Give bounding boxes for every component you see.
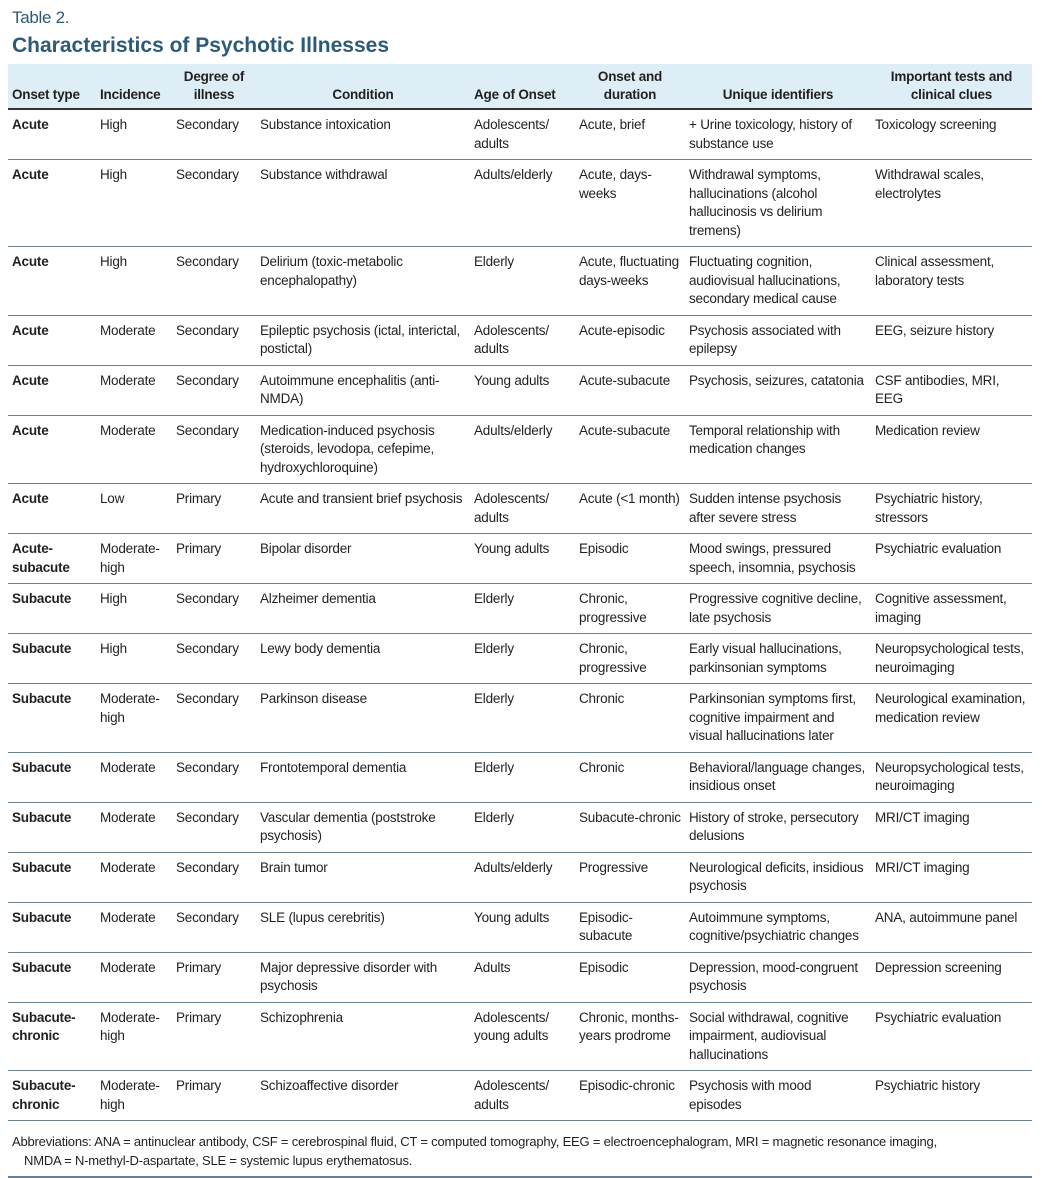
cell-incidence: Moderate [96,365,172,415]
table-row [8,952,1032,1002]
cell-onset-type: Subacute [8,952,96,1002]
cell-important-tests: Toxicology screening [871,109,1032,160]
cell-degree-of-illness: Secondary [172,584,256,634]
cell-condition: SLE (lupus cerebritis) [256,902,470,952]
header-degree-of-illness: Degree of illness [172,64,256,109]
cell-onset-and-duration: Progressive [575,852,685,902]
header-age-of-onset: Age of Onset [470,64,575,109]
cell-unique-identifiers: Early visual hallucinations, parkinsonian symptoms [685,634,871,684]
cell-condition: Schizophrenia [256,1002,470,1071]
cell-unique-identifiers: Mood swings, pressured speech, insomnia, psychosis [685,534,871,584]
table-row [8,415,1032,484]
cell-important-tests: ANA, autoimmune panel [871,902,1032,952]
table-row [8,684,1032,753]
cell-age-of-onset: Elderly [470,634,575,684]
cell-condition: Acute and transient brief psychosis [256,484,470,534]
cell-age-of-onset: Adolescents/ adults [470,484,575,534]
cell-condition: Alzheimer dementia [256,584,470,634]
cell-age-of-onset: Young adults [470,534,575,584]
cell-important-tests: Psychiatric evaluation [871,1002,1032,1071]
cell-onset-and-duration: Episodic-subacute [575,902,685,952]
cell-onset-type: Subacute [8,684,96,753]
cell-degree-of-illness: Primary [172,1002,256,1071]
cell-onset-type: Acute-subacute [8,534,96,584]
cell-onset-and-duration: Acute, days-weeks [575,160,685,247]
cell-unique-identifiers: Withdrawal symptoms, hallucinations (alcohol hallucinosis vs delirium tremens) [685,160,871,247]
table-row [8,109,1032,160]
cell-condition: Vascular dementia (poststroke psychosis) [256,802,470,852]
cell-onset-type: Acute [8,315,96,365]
header-important-tests: Important tests and clinical clues [871,64,1032,109]
cell-age-of-onset: Elderly [470,584,575,634]
cell-incidence: Moderate [96,952,172,1002]
cell-important-tests: Medication review [871,415,1032,484]
cell-incidence: Moderate-high [96,1071,172,1121]
table-title: Characteristics of Psychotic Illnesses [12,34,390,57]
cell-onset-and-duration: Acute (<1 month) [575,484,685,534]
cell-degree-of-illness: Primary [172,952,256,1002]
cell-incidence: Moderate [96,902,172,952]
cell-degree-of-illness: Secondary [172,109,256,160]
cell-condition: Substance withdrawal [256,160,470,247]
cell-important-tests: Clinical assessment, laboratory tests [871,247,1032,316]
cell-onset-and-duration: Acute-subacute [575,415,685,484]
table-label: Table 2. [12,8,70,27]
cell-incidence: Moderate-high [96,1002,172,1071]
cell-condition: Bipolar disorder [256,534,470,584]
footnote [8,1121,1032,1178]
table-row [8,160,1032,247]
cell-important-tests: MRI/CT imaging [871,852,1032,902]
cell-unique-identifiers: Social withdrawal, cognitive impairment, audiovisual hallucinations [685,1002,871,1071]
cell-onset-and-duration: Episodic-chronic [575,1071,685,1121]
cell-degree-of-illness: Secondary [172,634,256,684]
table-row [8,534,1032,584]
cell-age-of-onset: Young adults [470,365,575,415]
cell-onset-and-duration: Subacute-chronic [575,802,685,852]
cell-degree-of-illness: Secondary [172,852,256,902]
cell-important-tests: Depression screening [871,952,1032,1002]
table-row [8,752,1032,802]
cell-onset-and-duration: Chronic, progressive [575,634,685,684]
cell-unique-identifiers: Psychosis with mood episodes [685,1071,871,1121]
cell-important-tests: CSF antibodies, MRI, EEG [871,365,1032,415]
cell-onset-type: Subacute-chronic [8,1002,96,1071]
cell-important-tests: Psychiatric evaluation [871,534,1032,584]
cell-onset-and-duration: Acute, fluctuating days-weeks [575,247,685,316]
cell-degree-of-illness: Secondary [172,315,256,365]
cell-incidence: Moderate-high [96,684,172,753]
cell-incidence: High [96,109,172,160]
cell-condition: Autoimmune encephalitis (anti-NMDA) [256,365,470,415]
header-incidence: Incidence [96,64,172,109]
cell-unique-identifiers: Temporal relationship with medication changes [685,415,871,484]
cell-onset-and-duration: Chronic [575,684,685,753]
cell-unique-identifiers: Autoimmune symptoms, cognitive/psychiatric changes [685,902,871,952]
cell-unique-identifiers: Progressive cognitive decline, late psychosis [685,584,871,634]
cell-incidence: High [96,634,172,684]
psychotic-illnesses-table [8,64,1032,1121]
cell-degree-of-illness: Primary [172,484,256,534]
cell-onset-and-duration: Chronic, months-years prodrome [575,1002,685,1071]
cell-unique-identifiers: History of stroke, persecutory delusions [685,802,871,852]
cell-condition: Brain tumor [256,852,470,902]
cell-degree-of-illness: Secondary [172,160,256,247]
table-row [8,315,1032,365]
footnote-line-1: Abbreviations: ANA = antinuclear antibody, CSF = cerebrospinal fluid, CT = computed tomography, EEG = electroencephalogram, MRI = magnetic resonance imaging, [12,1134,937,1149]
cell-degree-of-illness: Primary [172,534,256,584]
table-row [8,802,1032,852]
cell-onset-and-duration: Episodic [575,534,685,584]
cell-unique-identifiers: + Urine toxicology, history of substance use [685,109,871,160]
cell-unique-identifiers: Depression, mood-congruent psychosis [685,952,871,1002]
cell-important-tests: Psychiatric history [871,1071,1032,1121]
cell-important-tests: Psychiatric history, stressors [871,484,1032,534]
table-header [8,64,1032,109]
cell-age-of-onset: Elderly [470,247,575,316]
cell-unique-identifiers: Sudden intense psychosis after severe stress [685,484,871,534]
cell-degree-of-illness: Secondary [172,415,256,484]
cell-important-tests: EEG, seizure history [871,315,1032,365]
cell-important-tests: Neuropsychological tests, neuroimaging [871,752,1032,802]
cell-age-of-onset: Adults/elderly [470,852,575,902]
cell-unique-identifiers: Psychosis associated with epilepsy [685,315,871,365]
cell-degree-of-illness: Secondary [172,247,256,316]
cell-age-of-onset: Adolescents/ young adults [470,1002,575,1071]
cell-incidence: Moderate [96,802,172,852]
cell-onset-and-duration: Acute, brief [575,109,685,160]
cell-degree-of-illness: Secondary [172,684,256,753]
cell-age-of-onset: Elderly [470,802,575,852]
cell-age-of-onset: Adolescents/ adults [470,1071,575,1121]
cell-important-tests: Neurological examination, medication review [871,684,1032,753]
cell-unique-identifiers: Behavioral/language changes, insidious onset [685,752,871,802]
cell-onset-and-duration: Acute-subacute [575,365,685,415]
cell-age-of-onset: Adolescents/ adults [470,315,575,365]
cell-condition: Frontotemporal dementia [256,752,470,802]
cell-onset-and-duration: Acute-episodic [575,315,685,365]
header-unique-identifiers: Unique identifiers [685,64,871,109]
cell-age-of-onset: Adolescents/ adults [470,109,575,160]
cell-onset-type: Acute [8,365,96,415]
cell-onset-type: Subacute [8,584,96,634]
cell-incidence: Low [96,484,172,534]
cell-degree-of-illness: Secondary [172,365,256,415]
cell-age-of-onset: Adults [470,952,575,1002]
table-row [8,584,1032,634]
cell-condition: Lewy body dementia [256,634,470,684]
header-condition: Condition [256,64,470,109]
cell-incidence: High [96,160,172,247]
table-row [8,484,1032,534]
cell-onset-type: Subacute [8,634,96,684]
cell-important-tests: Withdrawal scales, electrolytes [871,160,1032,247]
cell-unique-identifiers: Psychosis, seizures, catatonia [685,365,871,415]
cell-unique-identifiers: Neurological deficits, insidious psychosis [685,852,871,902]
cell-onset-type: Acute [8,415,96,484]
cell-onset-type: Acute [8,160,96,247]
cell-age-of-onset: Young adults [470,902,575,952]
cell-onset-type: Acute [8,247,96,316]
cell-age-of-onset: Adults/elderly [470,415,575,484]
cell-condition: Major depressive disorder with psychosis [256,952,470,1002]
cell-onset-and-duration: Chronic [575,752,685,802]
header-onset-and-duration: Onset and duration [575,64,685,109]
cell-condition: Medication-induced psychosis (steroids, levodopa, cefepime, hydroxychloroquine) [256,415,470,484]
cell-unique-identifiers: Fluctuating cognition, audiovisual hallucinations, secondary medical cause [685,247,871,316]
cell-onset-type: Acute [8,109,96,160]
cell-incidence: High [96,584,172,634]
cell-condition: Substance intoxication [256,109,470,160]
table-row [8,1071,1032,1121]
cell-condition: Schizoaffective disorder [256,1071,470,1121]
cell-incidence: Moderate [96,315,172,365]
cell-onset-type: Subacute [8,902,96,952]
cell-onset-type: Subacute [8,852,96,902]
cell-incidence: Moderate [96,852,172,902]
cell-onset-type: Subacute [8,802,96,852]
cell-unique-identifiers: Parkinsonian symptoms first, cognitive impairment and visual hallucinations later [685,684,871,753]
cell-condition: Parkinson disease [256,684,470,753]
footnote-line-2: NMDA = N-methyl-D-aspartate, SLE = systemic lupus erythematosus. [24,1153,413,1168]
cell-important-tests: MRI/CT imaging [871,802,1032,852]
cell-age-of-onset: Elderly [470,684,575,753]
cell-condition: Epileptic psychosis (ictal, interictal, postictal) [256,315,470,365]
cell-important-tests: Neuropsychological tests, neuroimaging [871,634,1032,684]
cell-incidence: High [96,247,172,316]
cell-condition: Delirium (toxic-metabolic encephalopathy) [256,247,470,316]
header-onset-type: Onset type [8,64,96,109]
cell-important-tests: Cognitive assessment, imaging [871,584,1032,634]
cell-degree-of-illness: Secondary [172,902,256,952]
cell-incidence: Moderate [96,415,172,484]
table-body [8,109,1032,1121]
table-row [8,902,1032,952]
cell-incidence: Moderate [96,752,172,802]
table-row [8,852,1032,902]
table-row [8,1002,1032,1071]
cell-onset-type: Subacute-chronic [8,1071,96,1121]
cell-onset-and-duration: Episodic [575,952,685,1002]
table-row [8,634,1032,684]
cell-age-of-onset: Adults/elderly [470,160,575,247]
cell-onset-and-duration: Chronic, progressive [575,584,685,634]
cell-incidence: Moderate-high [96,534,172,584]
table-row [8,247,1032,316]
cell-onset-type: Acute [8,484,96,534]
table-row [8,365,1032,415]
cell-degree-of-illness: Secondary [172,802,256,852]
cell-degree-of-illness: Secondary [172,752,256,802]
cell-degree-of-illness: Primary [172,1071,256,1121]
cell-onset-type: Subacute [8,752,96,802]
cell-age-of-onset: Elderly [470,752,575,802]
